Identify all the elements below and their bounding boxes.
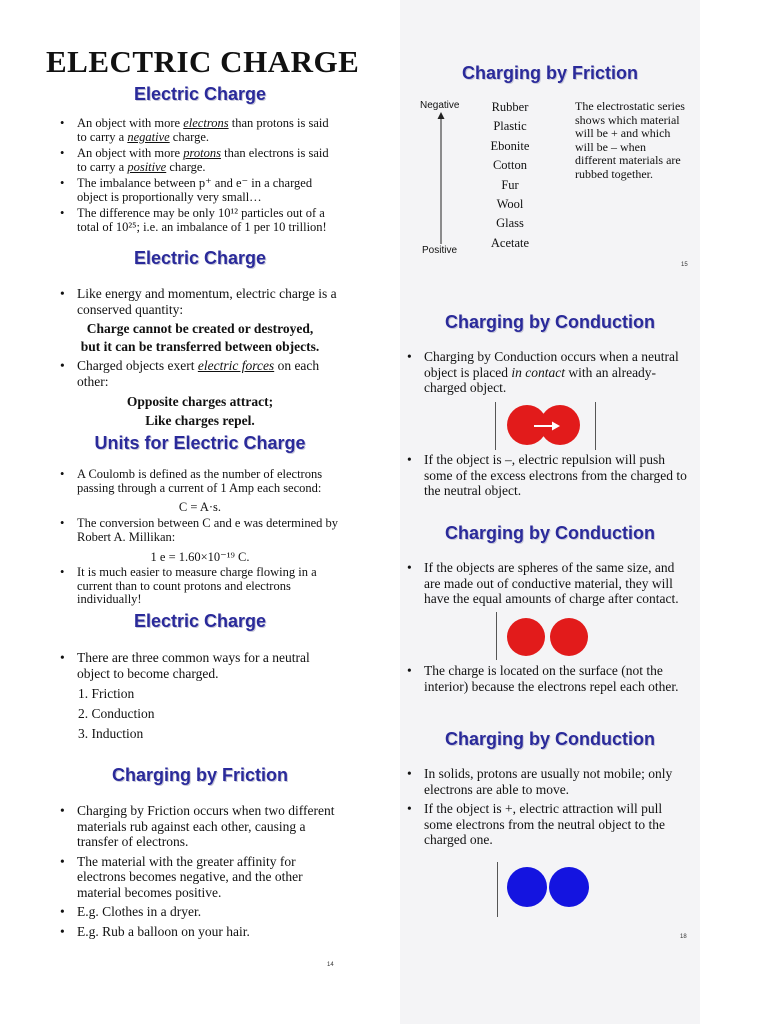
section-title-electric-charge-1: Electric Charge <box>133 84 267 104</box>
material-wool: Wool <box>496 197 524 212</box>
page-number: 14 <box>327 962 334 968</box>
section-title-electric-charge-2: Electric Charge <box>133 248 267 268</box>
electric-charge-list-2 <box>60 286 340 321</box>
list-item: • A Coulomb is defined as the number of electrons passing through a current of 1 Amp each second: <box>60 468 340 495</box>
units-list-1 <box>60 468 340 498</box>
list-item: • The material with the greater affinity for electrons becomes negative, and the other material becomes positive. <box>60 854 340 901</box>
material-ebonite: Ebonite <box>490 138 530 153</box>
section-title-charging-by-conduction-1: Charging by Conduction <box>445 312 655 332</box>
right-column <box>400 0 700 1024</box>
coulomb-equation: C = A·s. <box>178 500 222 514</box>
list-item: • It is much easier to measure charge flowing in a current than to count protons and electrons individually! <box>60 566 340 607</box>
list-item: • The conversion between C and e was determined by Robert A. Millikan: <box>60 517 340 544</box>
material-glass: Glass <box>496 216 524 231</box>
material-rubber: Rubber <box>491 100 529 114</box>
list-item: • Charging by Friction occurs when two different materials rub against each other, causing a transfer of electrons. <box>60 803 340 850</box>
section-title-units: Units for Electric Charge <box>94 433 306 453</box>
list-item: • If the object is +, electric attraction will pull some electrons from the neutral object to the charged one. <box>407 801 687 848</box>
method-conduction: 2. Conduction <box>78 706 155 721</box>
red-sphere <box>550 618 588 656</box>
electrostatic-series-arrow <box>436 112 446 246</box>
list-item: • The difference may be only 10¹² particles out of a total of 10²⁵; i.e. an imbalance of 1 per 10 trillion! <box>60 207 340 234</box>
section-title-charging-by-conduction-3: Charging by Conduction <box>445 729 655 749</box>
section-title-electric-charge-3: Electric Charge <box>133 611 267 631</box>
units-list-2 <box>60 517 340 547</box>
conservation-statement: Charge cannot be created or destroyed, but it can be transferred between objects. <box>80 321 320 354</box>
positive-label: Positive <box>422 245 458 256</box>
material-fur: Fur <box>501 177 519 192</box>
material-acetate: Acetate <box>490 235 530 250</box>
blue-sphere <box>549 867 589 907</box>
list-item: • In solids, protons are usually not mobile; only electrons are able to move. <box>407 766 687 797</box>
conduction-list-5 <box>407 766 687 852</box>
wall-line <box>496 612 497 660</box>
electric-charge-list-1 <box>60 117 340 237</box>
red-sphere <box>507 618 545 656</box>
electrostatic-series-list <box>480 98 540 253</box>
list-item: • An object with more protons than electrons is said to carry a positive charge. <box>60 147 340 174</box>
list-item: • If the objects are spheres of the same size, and are made out of conductive material, they will have the equal amounts of charge after contact. <box>407 560 687 607</box>
electric-charge-list-3 <box>60 358 340 393</box>
millikan-equation: 1 e = 1.60×10⁻¹⁹ C. <box>150 550 250 564</box>
list-item: • The imbalance between p⁺ and e⁻ in a charged object is proportionally very small… <box>60 177 340 204</box>
page-title: ELECTRIC CHARGE <box>46 44 360 79</box>
conduction-list-2 <box>407 452 687 503</box>
blue-sphere <box>507 867 547 907</box>
friction-list <box>60 803 340 943</box>
electrostatic-series-note: The electrostatic series shows which material will be + and which will be – when different materials are rubbed together. <box>575 99 685 181</box>
method-friction: 1. Friction <box>78 686 135 701</box>
material-plastic: Plastic <box>493 119 527 134</box>
method-induction: 3. Induction <box>78 726 144 741</box>
list-item: • Charging by Conduction occurs when a neutral object is placed in contact with an already-charged object. <box>407 349 687 396</box>
list-item: • If the object is –, electric repulsion will push some of the excess electrons from the charged to the neutral object. <box>407 452 687 499</box>
electron-flow-arrow-icon <box>534 420 560 432</box>
wall-line <box>497 862 498 917</box>
page-number: 18 <box>680 934 687 940</box>
list-item: • Like energy and momentum, electric charge is a conserved quantity: <box>60 286 340 317</box>
conduction-list-4 <box>407 663 687 698</box>
conduction-list-3 <box>407 560 687 611</box>
section-title-charging-by-friction-series: Charging by Friction <box>461 63 638 83</box>
list-item: • Charged objects exert electric forces on each other: <box>60 358 340 389</box>
section-title-charging-by-conduction-2: Charging by Conduction <box>445 523 655 543</box>
wall-line <box>495 402 496 450</box>
list-item: • E.g. Clothes in a dryer. <box>60 904 340 920</box>
list-item: • The charge is located on the surface (not the interior) because the electrons repel each other. <box>407 663 687 694</box>
wall-line <box>595 402 596 450</box>
force-rule-statement: Opposite charges attract; Like charges repel. <box>126 394 274 428</box>
list-item: • E.g. Rub a balloon on your hair. <box>60 924 340 940</box>
page-number: 15 <box>681 262 688 268</box>
units-list-3 <box>60 566 340 610</box>
conduction-list-1 <box>407 349 687 400</box>
charging-methods-list <box>60 650 340 685</box>
list-item: • There are three common ways for a neutral object to become charged. <box>60 650 340 681</box>
section-title-charging-by-friction: Charging by Friction <box>111 765 288 785</box>
material-cotton: Cotton <box>492 158 528 173</box>
list-item: • An object with more electrons than protons is said to carry a negative charge. <box>60 117 340 144</box>
negative-label: Negative <box>420 100 460 111</box>
